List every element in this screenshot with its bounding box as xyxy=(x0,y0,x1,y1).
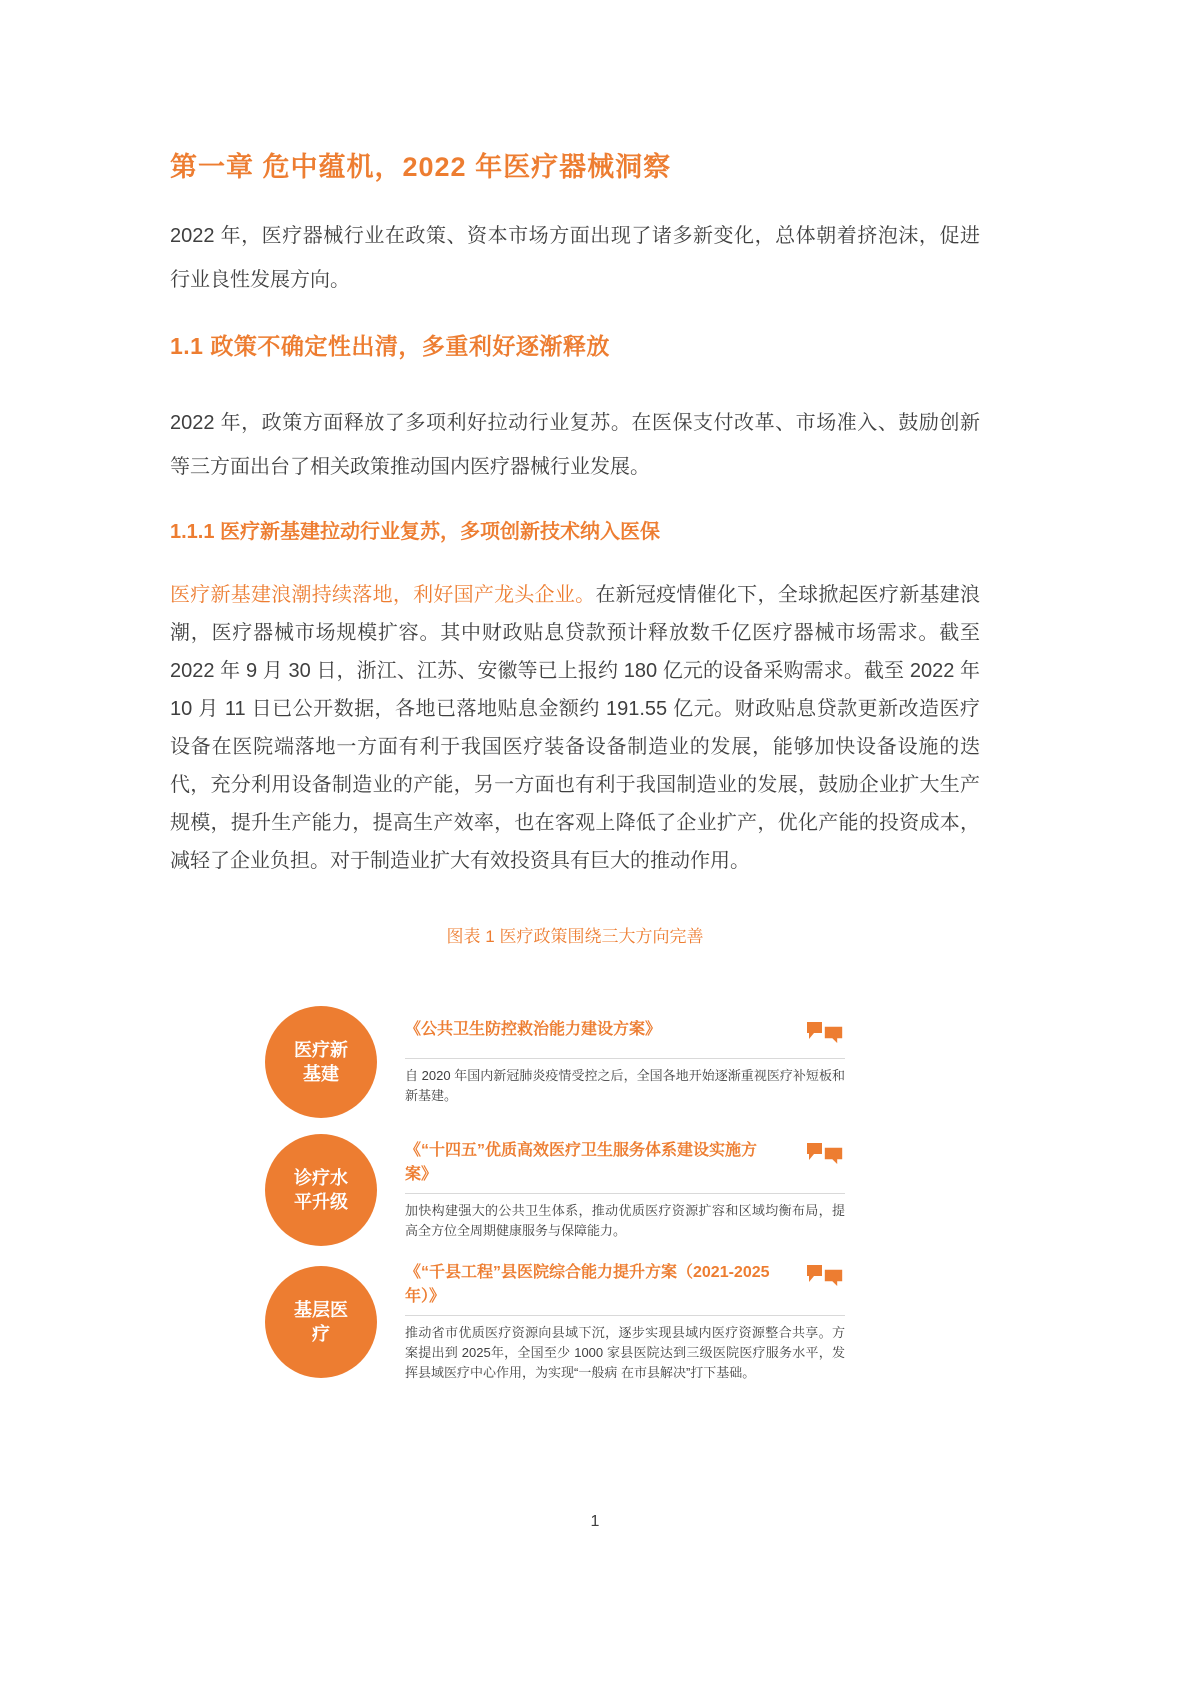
chat-bubbles-icon xyxy=(805,1263,845,1295)
chapter-intro-paragraph: 2022 年，医疗器械行业在政策、资本市场方面出现了诸多新变化，总体朝着挤泡沫，促进行业良性发展方向。 xyxy=(170,225,980,291)
figure-item-description: 加快构建强大的公共卫生体系，推动优质医疗资源扩容和区域均衡布局，提高全方位全周期健康服务与保障能力。 xyxy=(405,1203,845,1238)
figure-policy-directions xyxy=(265,1005,980,1383)
chat-bubbles-icon xyxy=(805,1141,845,1173)
figure-item-treatment-upgrade xyxy=(265,1133,980,1247)
divider xyxy=(405,1193,845,1194)
figure-circle-label: 诊疗水平升级 xyxy=(294,1167,348,1212)
figure-circle-treatment-upgrade xyxy=(265,1134,377,1246)
figure-circle-label: 医疗新基建 xyxy=(294,1039,348,1084)
section-intro-paragraph: 2022 年，政策方面释放了多项利好拉动行业复苏。在医保支付改革、市场准入、鼓励创新等三方面出台了相关政策推动国内医疗器械行业发展。 xyxy=(170,412,980,478)
figure-item-description: 自 2020 年国内新冠肺炎疫情受控之后，全国各地开始逐渐重视医疗补短板和新基建。 xyxy=(405,1068,845,1103)
subsection-paragraph xyxy=(170,576,980,880)
figure-item-medical-infrastructure xyxy=(265,1005,980,1119)
divider xyxy=(405,1058,845,1059)
chapter-title: 第一章 危中蕴机，2022 年医疗器械洞察 xyxy=(170,152,672,182)
figure-item-description: 推动省市优质医疗资源向县域下沉，逐步实现县域内医疗资源整合共享。方案提出到 2025年，全国至少 1000 家县医院达到三级医院医疗服务水平，发挥县域医疗中心作用，为实现“一般病 在市县解决”打下基础。 xyxy=(405,1325,845,1380)
chat-bubbles-icon xyxy=(805,1020,845,1052)
page-number: 1 xyxy=(590,1513,600,1530)
figure-circle-medical-infrastructure xyxy=(265,1006,377,1118)
figure-item-grassroots-medical xyxy=(265,1261,980,1383)
figure-caption: 图表 1 医疗政策围绕三大方向完善 xyxy=(446,927,704,946)
figure-item-title: 《“十四五”优质高效医疗卫生服务体系建设实施方案》 xyxy=(405,1142,758,1183)
figure-item-title: 《“千县工程”县医院综合能力提升方案（2021-2025年）》 xyxy=(405,1264,770,1305)
figure-item-content xyxy=(405,1261,845,1383)
figure-circle-label: 基层医疗 xyxy=(294,1299,348,1344)
figure-item-title: 《公共卫生防控救治能力建设方案》 xyxy=(405,1021,662,1038)
paragraph-body-text: 在新冠疫情催化下，全球掀起医疗新基建浪潮，医疗器械市场规模扩容。其中财政贴息贷款预计释放数千亿医疗器械市场需求。截至 2022 年 9 月 30 日，浙江、江苏、安徽等已上报约 180 亿元的设备采购需求。截至 2022 年 10 月 11 日已公开数据，各地已落地贴息金额约 191.55 亿元。财政贴息贷款更新改造医疗设备在医院端落地一方面有利于我国医疗装备设备制造业的发展，能够加快设备设施的迭代，充分利用设备制造业的产能，另一方面也有利于我国制造业的发展，鼓励企业扩大生产规模，提升生产能力，提高生产效率，也在客观上降低了企业扩产，优化产能的投资成本，减轻了企业负担。对于制造业扩大有效投资具有巨大的推动作用。 xyxy=(170,584,981,872)
subsection-title: 1.1.1 医疗新基建拉动行业复苏，多项创新技术纳入医保 xyxy=(170,521,661,543)
figure-item-content xyxy=(405,1018,845,1106)
figure-item-content xyxy=(405,1139,845,1241)
section-title: 1.1 政策不确定性出清，多重利好逐渐释放 xyxy=(170,333,610,359)
figure-circle-grassroots-medical xyxy=(265,1266,377,1378)
divider xyxy=(405,1315,845,1316)
paragraph-lead-sentence: 医疗新基建浪潮持续落地，利好国产龙头企业。 xyxy=(170,584,596,606)
